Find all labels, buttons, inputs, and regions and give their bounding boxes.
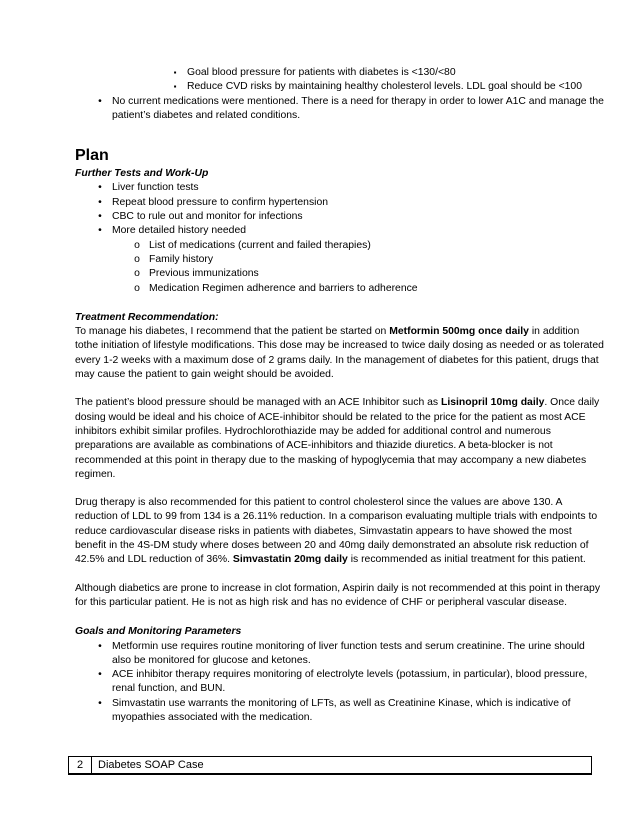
list-item: o Family history	[149, 253, 605, 267]
square-bullet-icon: ▪	[173, 82, 177, 92]
bullet-icon: •	[98, 640, 102, 652]
spacer	[75, 382, 605, 396]
page-content	[75, 66, 605, 725]
spacer	[75, 568, 605, 582]
list-item: ▪ Reduce CVD risks by maintaining healthy cholesterol levels. LDL goal should be <100	[187, 80, 605, 94]
list-item: • ACE inhibitor therapy requires monitoring of electrolyte levels (potassium, in particular), blood pressure, renal function, and BUN.	[112, 668, 605, 697]
treatment-paragraph-aspirin: Although diabetics are prone to increase in clot formation, Aspirin daily is not recommended at this point in therapy for this particular patient. He is not as high risk and has no evidence of CHF or peripheral vascular disease.	[75, 582, 601, 608]
circle-bullet-icon: o	[134, 268, 140, 280]
bullet-icon: •	[98, 196, 102, 208]
list-item: • Liver function tests	[112, 181, 605, 195]
bp-goal-sublist	[75, 66, 605, 95]
tests-list	[75, 181, 605, 238]
list-item: • No current medications were mentioned. There is a need for therapy in order to lower A1C and manage the patient’s diabetes and related conditions.	[112, 95, 605, 124]
treatment-heading: Treatment Recommendation:	[75, 311, 219, 323]
goals-list	[75, 640, 605, 726]
spacer	[75, 610, 605, 625]
circle-bullet-icon: o	[134, 253, 140, 265]
square-bullet-icon: ▪	[173, 68, 177, 77]
bullet-icon: •	[98, 211, 102, 223]
bullet-icon: •	[98, 669, 102, 681]
list-item: • CBC to rule out and monitor for infections	[112, 210, 605, 224]
drug-highlight: Metformin 500mg once daily	[389, 326, 529, 338]
circle-bullet-icon: o	[134, 282, 140, 294]
circle-bullet-icon: o	[134, 239, 140, 251]
bullet-icon: •	[98, 95, 102, 107]
treatment-paragraph-cholesterol: Drug therapy is also recommended for this patient to control cholesterol since the values are above 130. A reduction of LDL to 99 from 134 is a 26.11% reduction. In a comparison evaluating multiple trials with endpoints to reduce cardiovascular disease risks in patients with diabetes, Simvastatin appears to have showed the most benefit in the 4S-DM study where doses between 20 and 40mg daily demonstrated an absolute risk reduction of 42.5% and LDL reduction of 36%. Simvastatin 20mg daily is recommended as initial treatment for this patient.	[75, 497, 598, 566]
list-item: • More detailed history needed	[112, 224, 605, 238]
goals-heading: Goals and Monitoring Parameters	[75, 626, 242, 638]
list-item: • Repeat blood pressure to confirm hypertension	[112, 196, 605, 210]
page-number: 2	[69, 757, 92, 773]
drug-highlight: Simvastatin 20mg daily	[232, 554, 348, 566]
further-tests-heading: Further Tests and Work-Up	[75, 168, 209, 180]
list-item: o List of medications (current and failed therapies)	[149, 239, 605, 253]
plan-heading: Plan	[75, 147, 109, 165]
medication-note-list	[75, 95, 605, 124]
spacer	[75, 296, 605, 311]
bullet-icon: •	[98, 182, 102, 194]
page-footer	[68, 756, 592, 775]
treatment-paragraph-bp: The patient’s blood pressure should be managed with an ACE Inhibitor such as Lisinopril 10mg daily. Once daily dosing would be ideal and his choice of ACE-inhibitor should be related to the price for the patient as most ACE inhibitors exhibit similar profiles. Hydrochlorothiazide may be added for additional control and numerous preparations are available as combinations of ACE-inhibitors and thiazide diuretics. A beta-blocker is not recommended at this point in therapy due to the masking of hypoglycemia that may accompany a new diabetes regimen.	[75, 397, 600, 480]
list-item: ▪ Goal blood pressure for patients with diabetes is <130/<80	[187, 66, 605, 80]
history-sublist	[75, 239, 605, 296]
footer-title: Diabetes SOAP Case	[98, 759, 204, 771]
bullet-icon: •	[98, 697, 102, 709]
bullet-icon: •	[98, 225, 102, 237]
list-item: o Previous immunizations	[149, 267, 605, 281]
drug-highlight: Lisinopril 10mg daily	[441, 397, 545, 409]
list-item: • Metformin use requires routine monitoring of liver function tests and serum creatinine. The urine should also be monitored for glucose and ketones.	[112, 640, 605, 669]
treatment-paragraph-diabetes: To manage his diabetes, I recommend that the patient be started on Metformin 500mg once daily in addition tothe initiation of lifestyle modifications. This dose may be increased to twice daily dosing as needed or as tolerated every 1-2 weeks with a maximum dose of 2 grams daily. In the management of diabetes for this patient, drugs that may cause the patient to gain weight should be avoided.	[75, 326, 604, 381]
list-item: o Medication Regimen adherence and barriers to adherence	[149, 282, 605, 296]
list-item: • Simvastatin use warrants the monitoring of LFTs, as well as Creatinine Kinase, which is indicative of myopathies associated with the medication.	[112, 697, 605, 726]
spacer	[75, 482, 605, 496]
